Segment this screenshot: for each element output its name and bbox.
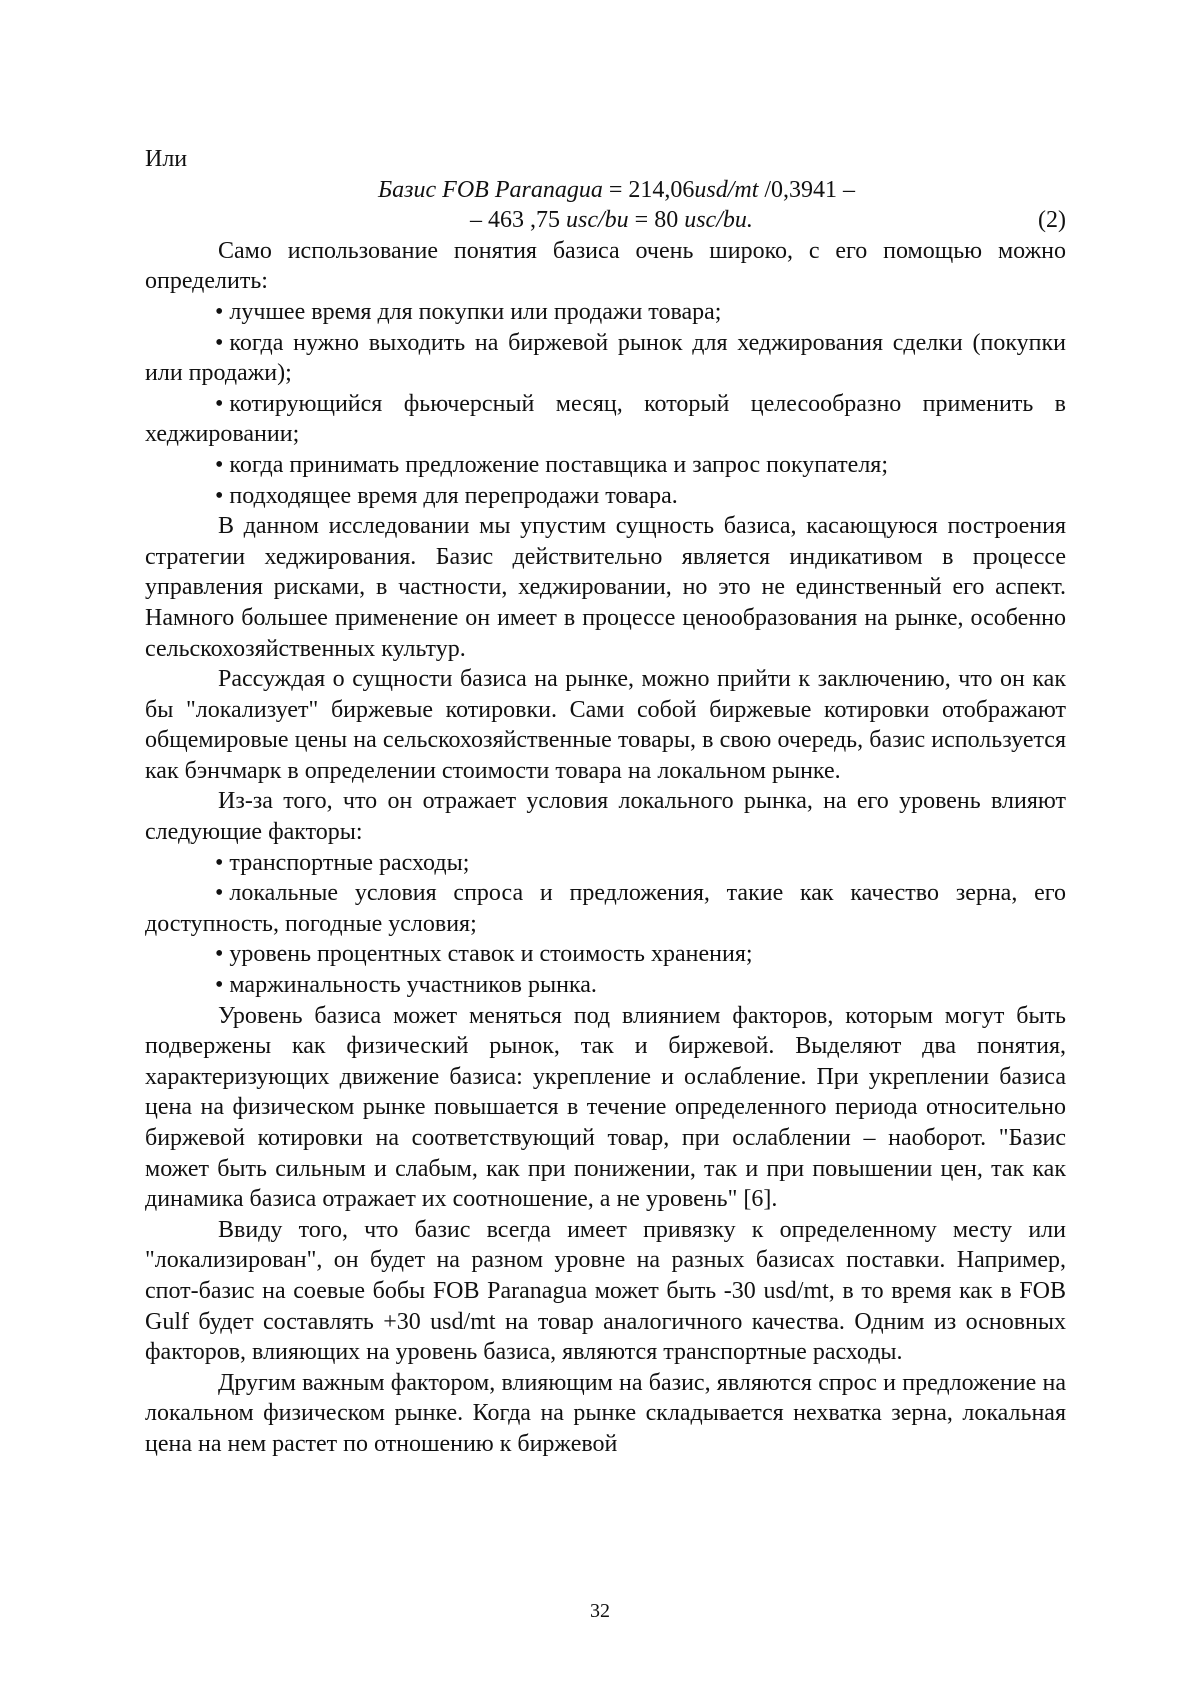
equation-number: (2) bbox=[1038, 207, 1066, 234]
list-item-text: транспортные расходы; bbox=[229, 849, 470, 876]
list-item bbox=[145, 939, 1066, 970]
list-item bbox=[145, 389, 1066, 450]
bullet-list-2 bbox=[145, 848, 1066, 1001]
formula-line2-middle: = 80 bbox=[628, 207, 685, 234]
list-item-text: когда принимать предложение поставщика и запрос покупателя; bbox=[229, 451, 888, 478]
page-number: 32 bbox=[590, 1600, 610, 1622]
intro-word: Или bbox=[145, 146, 188, 172]
paragraph: Рассуждая о сущности базиса на рынке, можно прийти к заключению, что он как бы "локализует" биржевые котировки. Сами собой биржевые котировки отображают общемировые цены на сельскохозяйственные товары, в свою очередь, базис используется как бэнчмарк в определении стоимости товара на локальном рынке. bbox=[145, 666, 1066, 784]
formula-line2-unit1: usc/bu bbox=[566, 207, 629, 234]
bullet-icon: • bbox=[215, 972, 224, 999]
list-item bbox=[145, 878, 1066, 939]
list-item-text: маржинальность участников рынка. bbox=[229, 972, 597, 999]
page-content bbox=[145, 144, 1066, 1460]
paragraph: В данном исследовании мы упустим сущность базиса, касающуюся построения стратегии хеджирования. Базис действительно является индикативом в процессе управления рисками, в частности, хеджировании, но это не единственный его аспект. Намного большее применение он имеет в процессе ценообразования на рынке, особенно сельскохозяйственных культур. bbox=[145, 513, 1066, 662]
list-item-text: уровень процентных ставок и стоимость хранения; bbox=[229, 941, 753, 968]
paragraph: Ввиду того, что базис всегда имеет привязку к определенному месту или "локализирован", он будет на разном уровне на разных базисах поставки. Например, спот-базис на соевые бобы FOB Paranagua может быть -30 usd/mt, в то время как в FOB Gulf будет составлять +30 usd/mt на товар аналогичного качества. Одним из основных факторов, влияющих на уровень базиса, являются транспортные расходы. bbox=[145, 1216, 1066, 1366]
list-item bbox=[145, 297, 1066, 328]
bullet-icon: • bbox=[215, 451, 224, 478]
formula-value: = 214,06 bbox=[602, 176, 695, 203]
formula-line-1 bbox=[145, 175, 1066, 206]
paragraph: Уровень базиса может меняться под влиянием факторов, которым могут быть подвержены как физический рынок, так и биржевой. Выделяют два понятия, характеризующих движение базиса: укрепление и ослабление. При укреплении базиса цена на физическом рынке повышается в течение определенного периода относительно биржевой котировки на соответствующий товар, при ослаблении – наоборот. "Базис может быть сильным и слабым, как при понижении, так и при повышении цен, так как динамика базиса отражает их соотношение, а не уровень" [6]. bbox=[145, 1002, 1066, 1213]
list-item bbox=[145, 450, 1066, 481]
formula-part-1 bbox=[378, 175, 855, 206]
list-item-text: локальные условия спроса и предложения, такие как качество зерна, его доступность, погодные условия; bbox=[145, 880, 1066, 937]
bullet-icon: • bbox=[215, 849, 224, 876]
formula-line2-unit2: usc/bu. bbox=[684, 207, 753, 234]
list-item-text: котирующийся фьючерсный месяц, который целесообразно применить в хеджировании; bbox=[145, 390, 1066, 448]
list-item-text: лучшее время для покупки или продажи товара; bbox=[229, 298, 722, 325]
bullet-icon: • bbox=[215, 880, 224, 907]
list-item-text: подходящее время для перепродажи товара. bbox=[229, 482, 678, 509]
list-item bbox=[145, 848, 1066, 879]
formula-unit: usd/mt bbox=[694, 176, 759, 203]
paragraph: Другим важным фактором, влияющим на базис, являются спрос и предложение на локальном физическом рынке. Когда на рынке складывается нехватка зерна, локальная цена на нем растет по отношению к биржевой bbox=[145, 1369, 1066, 1457]
list-item bbox=[145, 970, 1066, 1001]
bullet-icon: • bbox=[215, 329, 224, 356]
paragraph: Из-за того, что он отражает условия локального рынка, на его уровень влияют следующие факторы: bbox=[145, 788, 1066, 846]
bullet-icon: • bbox=[215, 482, 224, 509]
bullet-icon: • bbox=[215, 298, 224, 325]
list-item bbox=[145, 328, 1066, 389]
formula-line2-prefix: – 463 ,75 bbox=[470, 207, 566, 234]
formula-part-2 bbox=[470, 205, 753, 236]
list-item bbox=[145, 481, 1066, 512]
formula-suffix: /0,3941 – bbox=[758, 176, 856, 203]
formula-prefix: Базис FOB Paranagua bbox=[378, 176, 603, 203]
bullet-icon: • bbox=[215, 941, 224, 968]
formula-line-2 bbox=[145, 205, 1066, 236]
list-item-text: когда нужно выходить на биржевой рынок для хеджирования сделки (покупки или продажи); bbox=[145, 329, 1066, 387]
bullet-icon: • bbox=[215, 390, 224, 417]
bullet-list-1 bbox=[145, 297, 1066, 511]
paragraph: Само использование понятия базиса очень широко, с его помощью можно определить: bbox=[145, 237, 1066, 295]
